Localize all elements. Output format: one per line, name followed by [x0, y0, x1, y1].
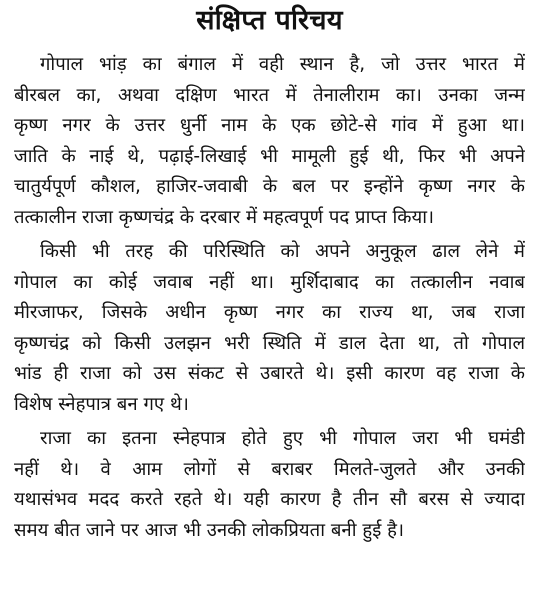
text-line: चातुर्यपूर्ण कौशल, हाजिर-जवाबी के बल पर इन्होंने कृष्ण नगर के — [14, 176, 525, 197]
paragraph-1 — [14, 50, 525, 233]
text-line: गोपाल का कोई जवाब नहीं था। मुर्शिदाबाद का तत्कालीन नवाब — [14, 271, 525, 293]
text-line: बीरबल का, अथवा दक्षिण भारत में तेनालीराम का। उनका जन्म — [14, 84, 525, 106]
text-line: भांड ही राजा को उस संकट से उबारते थे। इसी कारण वह राजा के — [14, 363, 525, 384]
paragraph-2 — [14, 237, 525, 420]
text-line: विशेष स्नेहपात्र बन गए थे। — [14, 393, 189, 415]
text-line: गोपाल भांड़ का बंगाल में वही स्थान है, जो उत्तर भारत में — [40, 54, 525, 75]
text-line: राजा का इतना स्नेहपात्र होते हुए भी गोपाल जरा भी घमंडी — [40, 428, 525, 449]
text-line: तत्कालीन राजा कृष्णचंद्र के दरबार में महत्वपूर्ण पद प्राप्त किया। — [14, 206, 435, 228]
text-line: किसी भी तरह की परिस्थिति को अपने अनुकूल ढाल लेने में — [40, 241, 525, 262]
page-title: संक्षिप्त परिचय — [196, 5, 343, 36]
text-line: कृष्णचंद्र को किसी उलझन भरी स्थिति में डाल देता था, तो गोपाल — [14, 332, 525, 354]
text-line: यथासंभव मदद करते रहते थे। यही कारण है तीन सौ बरस से ज्यादा — [14, 489, 525, 510]
text-line: जाति के नाई थे, पढ़ाई-लिखाई भी मामूली हुई थी, फिर भी अपने — [14, 145, 525, 167]
text-line: कृष्ण नगर के उत्तर धुर्नी नाम के एक छोटे-से गांव में हुआ था। — [14, 115, 525, 136]
paragraph-3 — [14, 424, 525, 546]
text-line: समय बीत जाने पर आज भी उनकी लोकप्रियता बनी हुई है। — [14, 519, 404, 541]
text-line: मीरजाफर, जिसके अधीन कृष्ण नगर का राज्य था, जब राजा — [14, 302, 525, 323]
text-line: नहीं थे। वे आम लोगों से बराबर मिलते-जुलते और उनकी — [14, 458, 525, 480]
